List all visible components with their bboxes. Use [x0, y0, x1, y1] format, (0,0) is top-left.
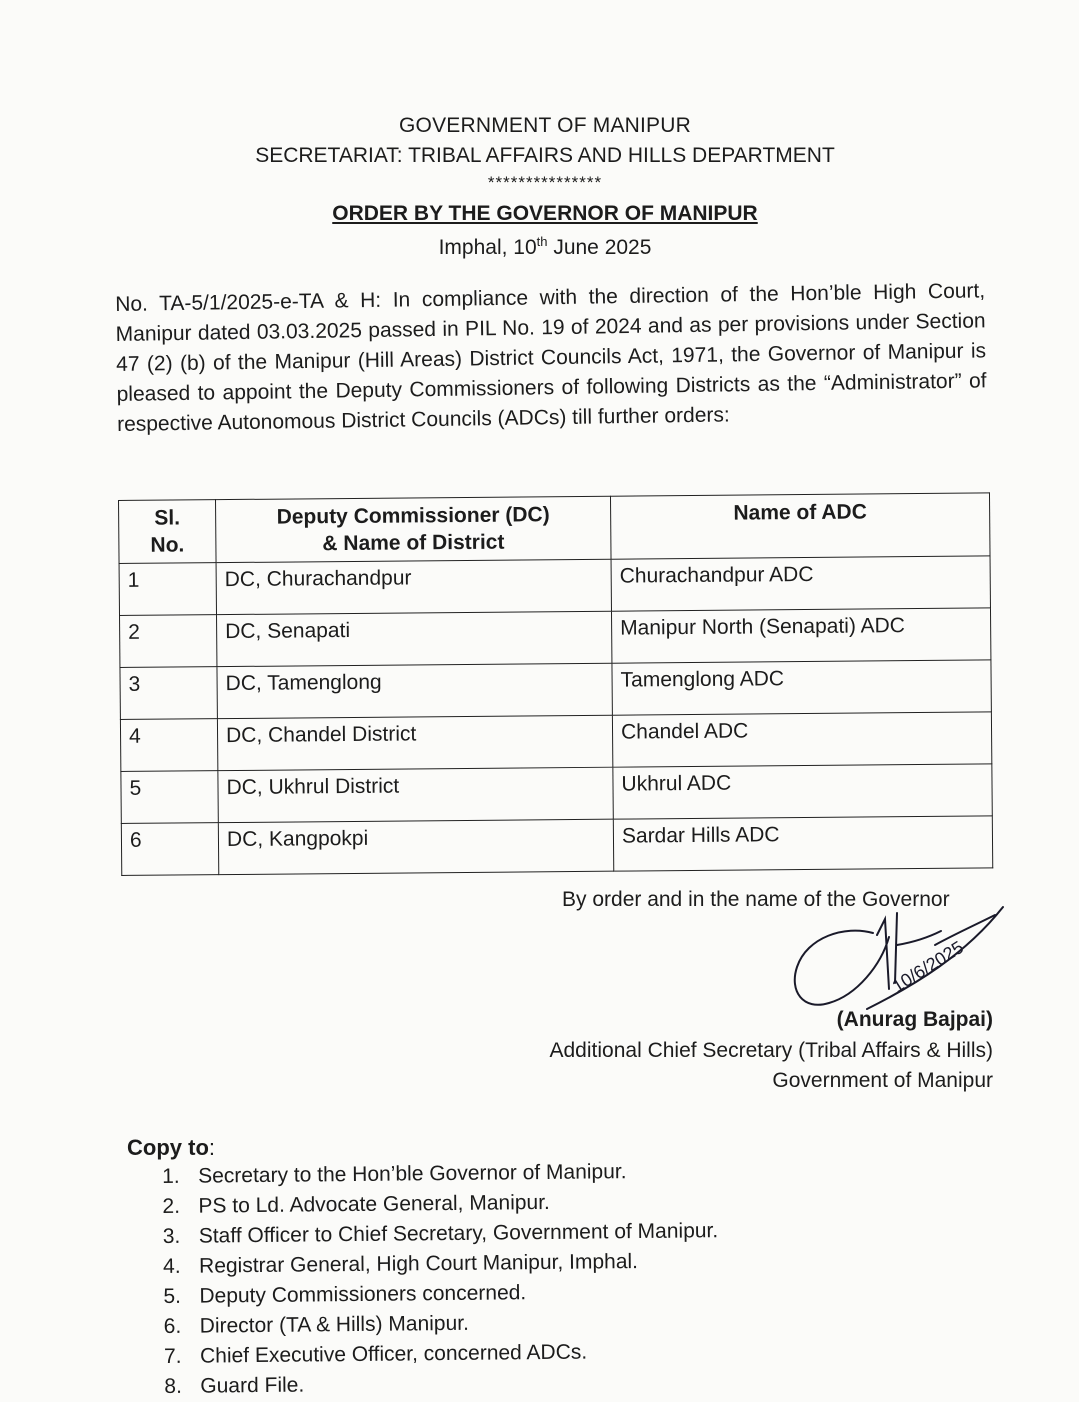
table-row — [121, 764, 992, 824]
list-item-text: Secretary to the Hon’ble Governor of Manipur. — [198, 1160, 627, 1188]
sl-no-header: Sl. No. — [119, 500, 217, 564]
signer-name: (Anurag Bajpai) — [836, 1008, 993, 1031]
dc-cell: DC, Chandel District — [217, 715, 612, 770]
table-row — [121, 816, 992, 876]
list-item-number: 3. — [162, 1224, 181, 1248]
dc-cell: DC, Kangpokpi — [218, 819, 613, 874]
list-item — [163, 1246, 719, 1282]
list-item-number: 8. — [164, 1374, 182, 1398]
list-item-text: PS to Ld. Advocate General, Manipur. — [198, 1190, 550, 1218]
list-item-number: 5. — [163, 1284, 182, 1308]
order-paragraph: No. TA-5/1/2025-e-TA & H: In compliance with the direction of the Hon’ble High Court, Manipur dated 03.03.2025 passed in PIL No. 19 of 2024 and as per provisions under Section 47 (2) (b) of the Manipur (Hill Areas) District Councils Act, 1971, the Governor of Manipur is pleased to appoint the Deputy Commissioners of following Districts as the “Administrator” of respective Autonomous District Councils (ADCs) till further orders: — [115, 279, 987, 436]
adc-cell: Sardar Hills ADC — [613, 816, 992, 871]
table-row — [120, 660, 991, 720]
list-item-text: Deputy Commissioners concerned. — [199, 1281, 527, 1308]
adc-table — [118, 492, 993, 876]
table-row — [119, 556, 990, 616]
sl-cell: 4 — [120, 719, 217, 772]
signer-designation: Additional Chief Secretary (Tribal Affairs & Hills) — [549, 1039, 993, 1062]
adc-cell: Manipur North (Senapati) ADC — [611, 608, 990, 663]
adc-header: Name of ADC — [610, 493, 990, 559]
dc-cell: DC, Senapati — [217, 611, 612, 666]
list-item-text: Guard File. — [200, 1373, 305, 1398]
sl-cell: 2 — [120, 615, 217, 668]
adc-cell: Churachandpur ADC — [611, 556, 990, 611]
sl-cell: 3 — [120, 667, 217, 720]
list-item — [164, 1366, 720, 1402]
sl-cell: 6 — [121, 823, 218, 876]
sl-cell: 1 — [119, 563, 216, 616]
list-item-number: 6. — [163, 1314, 182, 1338]
table-row — [120, 608, 991, 668]
table-row — [120, 712, 991, 772]
table-header-row — [119, 493, 991, 564]
dc-cell: DC, Ukhrul District — [218, 767, 613, 822]
government-heading: GOVERNMENT OF MANIPUR — [399, 114, 691, 137]
dc-cell: DC, Tamenglong — [217, 663, 612, 718]
copy-to-list — [162, 1156, 720, 1402]
list-item-number: 2. — [162, 1194, 181, 1218]
list-item-text: Director (TA & Hills) Manipur. — [199, 1311, 469, 1338]
copy-to-heading: Copy to: — [127, 1135, 216, 1160]
separator-stars: *************** — [487, 173, 603, 192]
by-order-line: By order and in the name of the Governor — [562, 888, 950, 911]
list-item-number: 4. — [162, 1254, 181, 1278]
list-item-number: 7. — [163, 1344, 182, 1368]
list-item-number: 1. — [162, 1164, 180, 1188]
order-title: ORDER BY THE GOVERNOR OF MANIPUR — [332, 202, 758, 225]
signer-government: Government of Manipur — [772, 1069, 993, 1092]
department-heading: SECRETARIAT: TRIBAL AFFAIRS AND HILLS DEPARTMENT — [255, 144, 835, 167]
list-item-text: Chief Executive Officer, concerned ADCs. — [199, 1340, 588, 1368]
dc-header: Deputy Commissioner (DC) & Name of District — [216, 496, 612, 562]
order-date: Imphal, 10th June 2025 — [438, 234, 652, 259]
adc-cell: Ukhrul ADC — [613, 764, 992, 819]
adc-cell: Chandel ADC — [612, 712, 991, 767]
dc-cell: DC, Churachandpur — [216, 559, 611, 614]
list-item-text: Registrar General, High Court Manipur, Imphal. — [198, 1250, 639, 1278]
list-item-text: Staff Officer to Chief Secretary, Government of Manipur. — [198, 1219, 719, 1248]
svg-text:10/6/2025: 10/6/2025 — [888, 936, 968, 997]
sl-cell: 5 — [121, 771, 218, 824]
adc-cell: Tamenglong ADC — [612, 660, 991, 715]
